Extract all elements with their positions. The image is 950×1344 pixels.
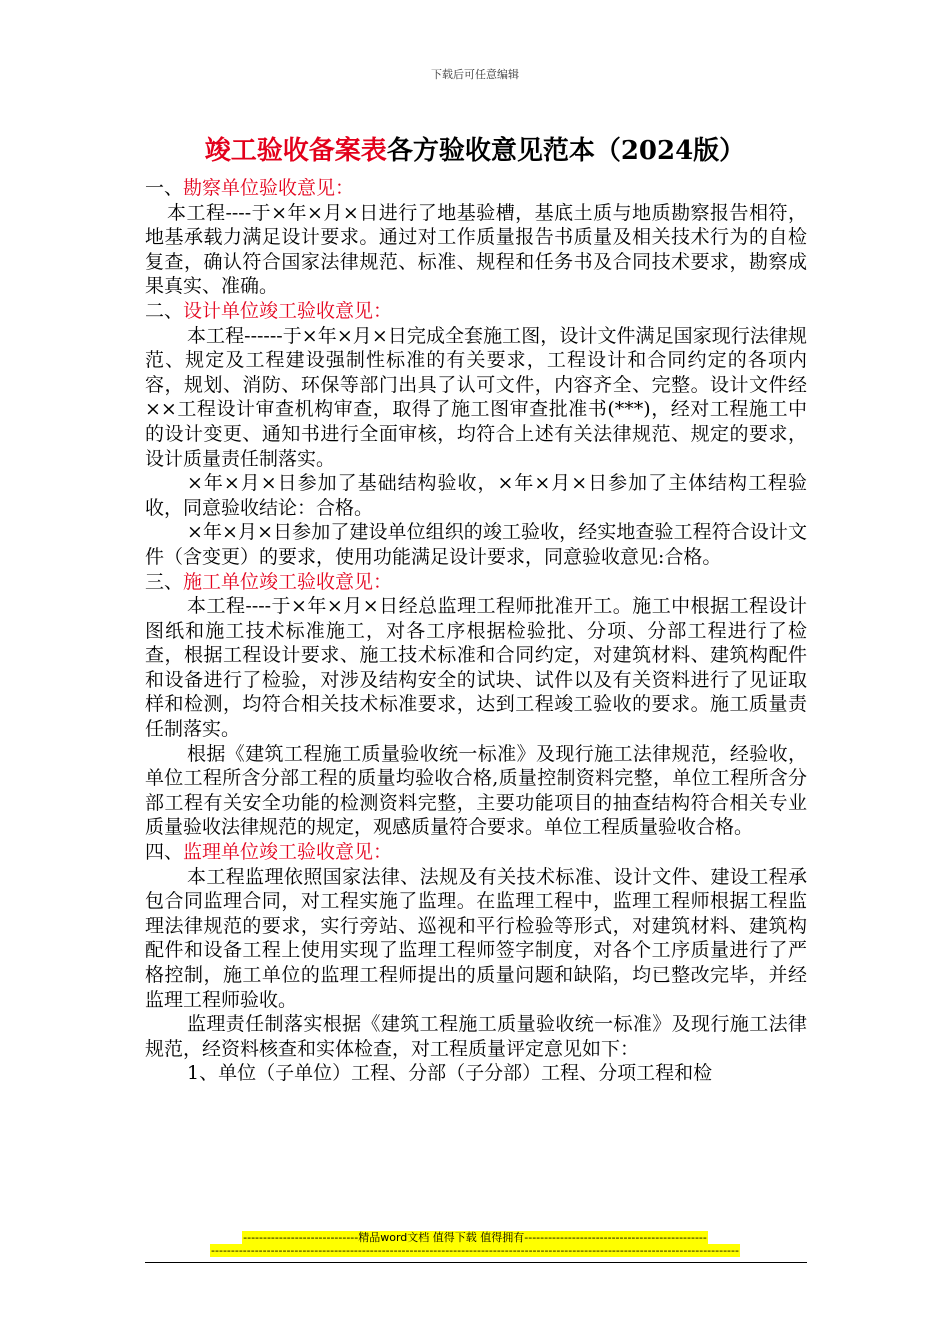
section-heading-text: 设计单位竣工验收意见：	[183, 299, 393, 322]
paragraph: 本工程----于×年×月×日经总监理工程师批准开工。施工中根据工程设计图纸和施工技术标准施工，对各工序根据检验批、分项、分部工程进行了检查，根据工程设计要求、施工技术标准和合同约定，对建筑材料、建筑构配件和设备进行了检验，对涉及结构安全的试块、试件以及有关资料进行了见证取样和检测，均符合相关技术标准要求，达到工程竣工验收的要求。施工质量责任制落实。	[145, 595, 807, 741]
title-red-part: 竣工验收备案表	[204, 136, 387, 166]
section-heading-text: 勘察单位验收意见：	[183, 177, 355, 199]
footer-line-2: -------------------------------------------------------------------------------------------------------------------------------------	[211, 1244, 739, 1257]
section-heading-text: 监理单位竣工验收意见：	[183, 841, 393, 864]
section-heading-design	[145, 299, 807, 324]
footer-dash-line	[0, 1244, 950, 1257]
footer-banner	[0, 1229, 950, 1245]
section-heading-survey	[145, 176, 807, 201]
section-number: 一、	[145, 177, 184, 199]
footer-rule	[145, 1262, 807, 1263]
document-body	[145, 176, 807, 1086]
section-heading-text: 施工单位竣工验收意见：	[183, 570, 393, 593]
paragraph: ×年×月×日参加了建设单位组织的竣工验收，经实地查验工程符合设计文件（含变更）的要求，使用功能满足设计要求，同意验收意见:合格。	[145, 521, 807, 568]
title-black-part: 各方验收意见范本（2024版）	[386, 136, 746, 166]
paragraph: 监理责任制落实根据《建筑工程施工质量验收统一标准》及现行施工法律规范，经资料核查和实体检查，对工程质量评定意见如下：	[145, 1013, 807, 1060]
section-number: 三、	[145, 570, 184, 593]
paragraph: 本工程----于×年×月×日进行了地基验槽，基底土质与地质勘察报告相符，地基承载力满足设计要求。通过对工作质量报告书质量及相关技术行为的自检复查，确认符合国家法律规范、标准、规程和任务书及合同技术要求，勘察成果真实、准确。	[145, 201, 807, 298]
document-title	[0, 130, 950, 167]
paragraph: 本工程监理依照国家法律、法规及有关技术标准、设计文件、建设工程承包合同监理合同，对工程实施了监理。在监理工程中，监理工程师根据工程监理法律规范的要求，实行旁站、巡视和平行检验等形式，对建筑材料、建筑构配件和设备工程上使用实现了监理工程师签字制度，对各个工序质量进行了严格控制，施工单位的监理工程师提出的质量问题和缺陷，均已整改完毕，并经监理工程师验收。	[145, 865, 807, 1011]
section-number: 四、	[145, 841, 184, 864]
footer-line-1: -----------------------------精品word文档 值得下载 值得拥有----------------------------------------------	[243, 1231, 707, 1244]
section-heading-construction	[145, 570, 807, 595]
page-header-note: 下载后可任意编辑	[431, 68, 519, 81]
paragraph: 本工程------于×年×月×日完成全套施工图，设计文件满足国家现行法律规范、规定及工程建设强制性标准的有关要求，工程设计和合同约定的各项内容，规划、消防、环保等部门出具了认可文件，内容齐全、完整。设计文件经××工程设计审查机构审查，取得了施工图审查批准书(***)，经对工程施工中的设计变更、通知书进行全面审核，均符合上述有关法律规范、规定的要求，设计质量责任制落实。	[145, 324, 807, 470]
section-number: 二、	[145, 299, 184, 322]
section-heading-supervision	[145, 840, 807, 865]
paragraph: 根据《建筑工程施工质量验收统一标准》及现行施工法律规范，经验收，单位工程所含分部工程的质量均验收合格,质量控制资料完整，单位工程所含分部工程有关安全功能的检测资料完整，主要功能项目的抽查结构符合相关专业质量验收法律规范的规定，观感质量符合要求。单位工程质量验收合格。	[145, 742, 807, 839]
paragraph: ×年×月×日参加了基础结构验收，×年×月×日参加了主体结构工程验收，同意验收结论：合格。	[145, 472, 807, 519]
paragraph: 1、单位（子单位）工程、分部（子分部）工程、分项工程和检	[187, 1062, 713, 1085]
